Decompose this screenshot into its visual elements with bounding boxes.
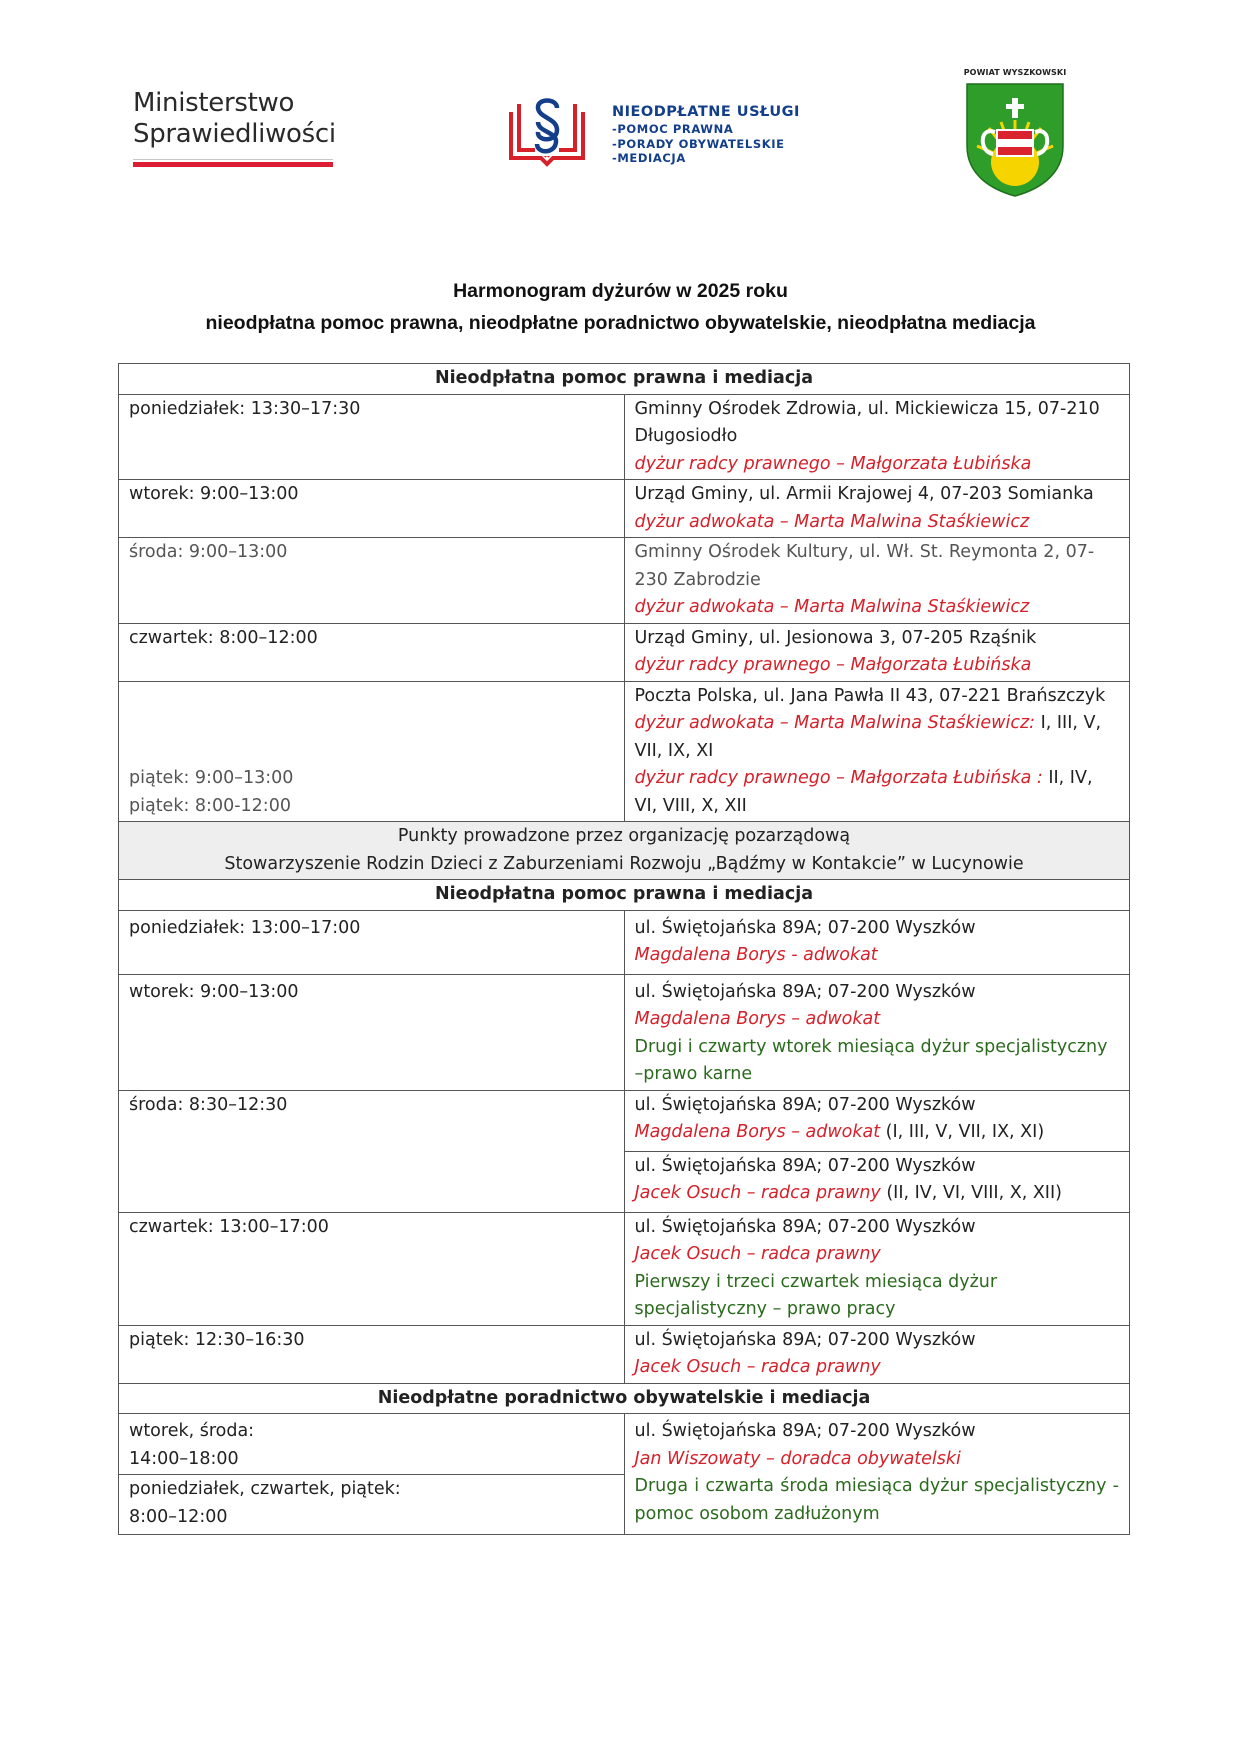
day-cell: wtorek: 9:00–13:00 xyxy=(119,974,625,1090)
county-logo-caption: POWIAT WYSZKOWSKI xyxy=(963,68,1067,77)
day-cell: wtorek: 9:00–13:00 xyxy=(119,480,625,538)
location-address: Poczta Polska, ul. Jana Pawła II 43, 07-221 Brańszczyk xyxy=(634,685,1106,706)
duty-person: dyżur adwokata – Marta Malwina Staśkiewicz: xyxy=(634,713,1036,733)
day-cell: środa: 8:30–12:30 xyxy=(119,1090,625,1212)
location-cell xyxy=(624,1414,1130,1535)
location-cell xyxy=(624,394,1130,480)
location-address: ul. Świętojańska 89A; 07-200 Wyszków xyxy=(634,1329,976,1350)
day-line: piątek: 9:00–13:00 xyxy=(129,768,294,788)
day-cell xyxy=(119,681,625,822)
services-logo-line1: NIEODPŁATNE USŁUGI xyxy=(612,104,800,120)
table-row xyxy=(119,538,1130,624)
document-title xyxy=(0,275,1241,339)
table-row xyxy=(119,623,1130,681)
table-row xyxy=(119,394,1130,480)
table-row xyxy=(119,974,1130,1090)
day-cell: czwartek: 8:00–12:00 xyxy=(119,623,625,681)
location-address: ul. Świętojańska 89A; 07-200 Wyszków xyxy=(634,981,976,1002)
title-line1: Harmonogram dyżurów w 2025 roku xyxy=(453,280,788,302)
duty-person: Magdalena Borys - adwokat xyxy=(634,945,878,965)
duty-months: I, III, V, VII, IX, XI xyxy=(634,713,1102,761)
specialist-note: Druga i czwarta środa miesiąca dyżur specjalistyczny - pomoc osobom zadłużonym xyxy=(634,1476,1119,1524)
location-address: ul. Świętojańska 89A; 07-200 Wyszków xyxy=(634,1421,976,1441)
day-line: 8:00–12:00 xyxy=(129,1506,228,1527)
day-cell xyxy=(119,1475,625,1535)
table-row xyxy=(119,1090,1130,1151)
day-cell: środa: 9:00–13:00 xyxy=(119,538,625,624)
day-cell xyxy=(119,1414,625,1475)
table-row xyxy=(119,1414,1130,1475)
section3-header: Nieodpłatne poradnictwo obywatelskie i mediacja xyxy=(119,1383,1130,1414)
location-cell xyxy=(624,623,1130,681)
duty-person: dyżur radcy prawnego – Małgorzata Łubińska : xyxy=(634,768,1043,788)
table-row xyxy=(119,681,1130,822)
day-cell: czwartek: 13:00–17:00 xyxy=(119,1212,625,1325)
duty-person: Jacek Osuch – radca prawny xyxy=(634,1183,881,1203)
duty-person: dyżur adwokata – Marta Malwina Staśkiewicz xyxy=(634,511,1030,532)
services-logo-line2: -POMOC PRAWNA xyxy=(612,122,734,136)
location-cell xyxy=(624,974,1130,1090)
schedule-table xyxy=(118,363,1130,1535)
location-address: Gminny Ośrodek Kultury, ul. Wł. St. Reymonta 2, 07-230 Zabrodzie xyxy=(634,542,1095,590)
day-line: poniedziałek, czwartek, piątek: xyxy=(129,1479,401,1499)
duty-person: Jacek Osuch – radca prawny xyxy=(634,1357,881,1377)
section-header-row xyxy=(119,1383,1130,1414)
location-cell xyxy=(624,1212,1130,1325)
location-address: Urząd Gminy, ul. Jesionowa 3, 07-205 Rząśnik xyxy=(634,627,1037,648)
county-logo xyxy=(960,68,1070,198)
ministry-logo-line2: Sprawiedliwości xyxy=(133,119,336,149)
table-row xyxy=(119,480,1130,538)
table-row xyxy=(119,1212,1130,1325)
day-cell: piątek: 12:30–16:30 xyxy=(119,1325,625,1383)
ngo-info xyxy=(119,822,1130,880)
duty-person: Jacek Osuch – radca prawny xyxy=(634,1244,881,1264)
specialist-note: Drugi i czwarty wtorek miesiąca dyżur specjalistyczny –prawo karne xyxy=(634,1036,1108,1084)
duty-person: dyżur radcy prawnego – Małgorzata Łubińska xyxy=(634,453,1032,474)
duty-person: Magdalena Borys – adwokat xyxy=(634,1009,881,1029)
section-header-row xyxy=(119,364,1130,395)
location-address: ul. Świętojańska 89A; 07-200 Wyszków xyxy=(634,1155,976,1176)
location-cell xyxy=(624,910,1130,974)
location-cell xyxy=(624,1151,1130,1212)
section1-header: Nieodpłatna pomoc prawna i mediacja xyxy=(119,364,1130,395)
location-cell xyxy=(624,1325,1130,1383)
location-cell xyxy=(624,681,1130,822)
location-cell xyxy=(624,480,1130,538)
free-services-logo xyxy=(505,92,825,177)
coat-of-arms-icon xyxy=(965,80,1065,198)
day-line: wtorek, środa: xyxy=(129,1421,255,1441)
location-cell xyxy=(624,538,1130,624)
specialist-note: Pierwszy i trzeci czwartek miesiąca dyżur specjalistyczny – prawo pracy xyxy=(634,1271,998,1319)
ministry-logo-line1: Ministerstwo xyxy=(133,88,295,118)
location-address: ul. Świętojańska 89A; 07-200 Wyszków xyxy=(634,1216,976,1237)
section-header-row xyxy=(119,880,1130,911)
services-logo-line4: -MEDIACJA xyxy=(612,151,686,165)
location-address: ul. Świętojańska 89A; 07-200 Wyszków xyxy=(634,1094,976,1115)
services-logo-line3: -PORADY OBYWATELSKIE xyxy=(612,136,785,151)
section2-header: Nieodpłatna pomoc prawna i mediacja xyxy=(119,880,1130,911)
duty-person: Magdalena Borys – adwokat xyxy=(634,1122,881,1142)
paragraph-book-icon xyxy=(505,92,590,177)
day-line: piątek: 8:00-12:00 xyxy=(129,795,291,816)
duty-months: (I, III, V, VII, IX, XI) xyxy=(880,1122,1045,1142)
location-address: Urząd Gminy, ul. Armii Krajowej 4, 07-203 Somianka xyxy=(634,484,1094,504)
duty-person: dyżur radcy prawnego – Małgorzata Łubińska xyxy=(634,655,1032,675)
title-line2: nieodpłatna pomoc prawna, nieodpłatne poradnictwo obywatelskie, nieodpłatna mediacja xyxy=(205,312,1036,334)
location-address: ul. Świętojańska 89A; 07-200 Wyszków xyxy=(634,917,976,938)
duty-person: Jan Wiszowaty – doradca obywatelski xyxy=(634,1448,961,1469)
duty-person: dyżur adwokata – Marta Malwina Staśkiewicz xyxy=(634,597,1030,617)
ngo-row xyxy=(119,822,1130,880)
table-row xyxy=(119,1325,1130,1383)
ministry-logo xyxy=(133,88,338,167)
ngo-line1: Punkty prowadzone przez organizację pozarządową xyxy=(397,826,851,846)
duty-months: II, IV, VI, VIII, X, XII xyxy=(634,768,1093,816)
day-line: 14:00–18:00 xyxy=(129,1448,239,1469)
table-row xyxy=(119,910,1130,974)
day-cell: poniedziałek: 13:30–17:30 xyxy=(119,394,625,480)
day-cell: poniedziałek: 13:00–17:00 xyxy=(119,910,625,974)
flag-stripe xyxy=(133,159,333,167)
ngo-line2: Stowarzyszenie Rodzin Dzieci z Zaburzeniami Rozwoju „Bądźmy w Kontakcie” w Lucynowie xyxy=(224,853,1024,874)
duty-months: (II, IV, VI, VIII, X, XII) xyxy=(880,1183,1062,1203)
location-address: Gminny Ośrodek Zdrowia, ul. Mickiewicza 15, 07-210 Długosiodło xyxy=(634,398,1100,446)
location-cell xyxy=(624,1090,1130,1151)
